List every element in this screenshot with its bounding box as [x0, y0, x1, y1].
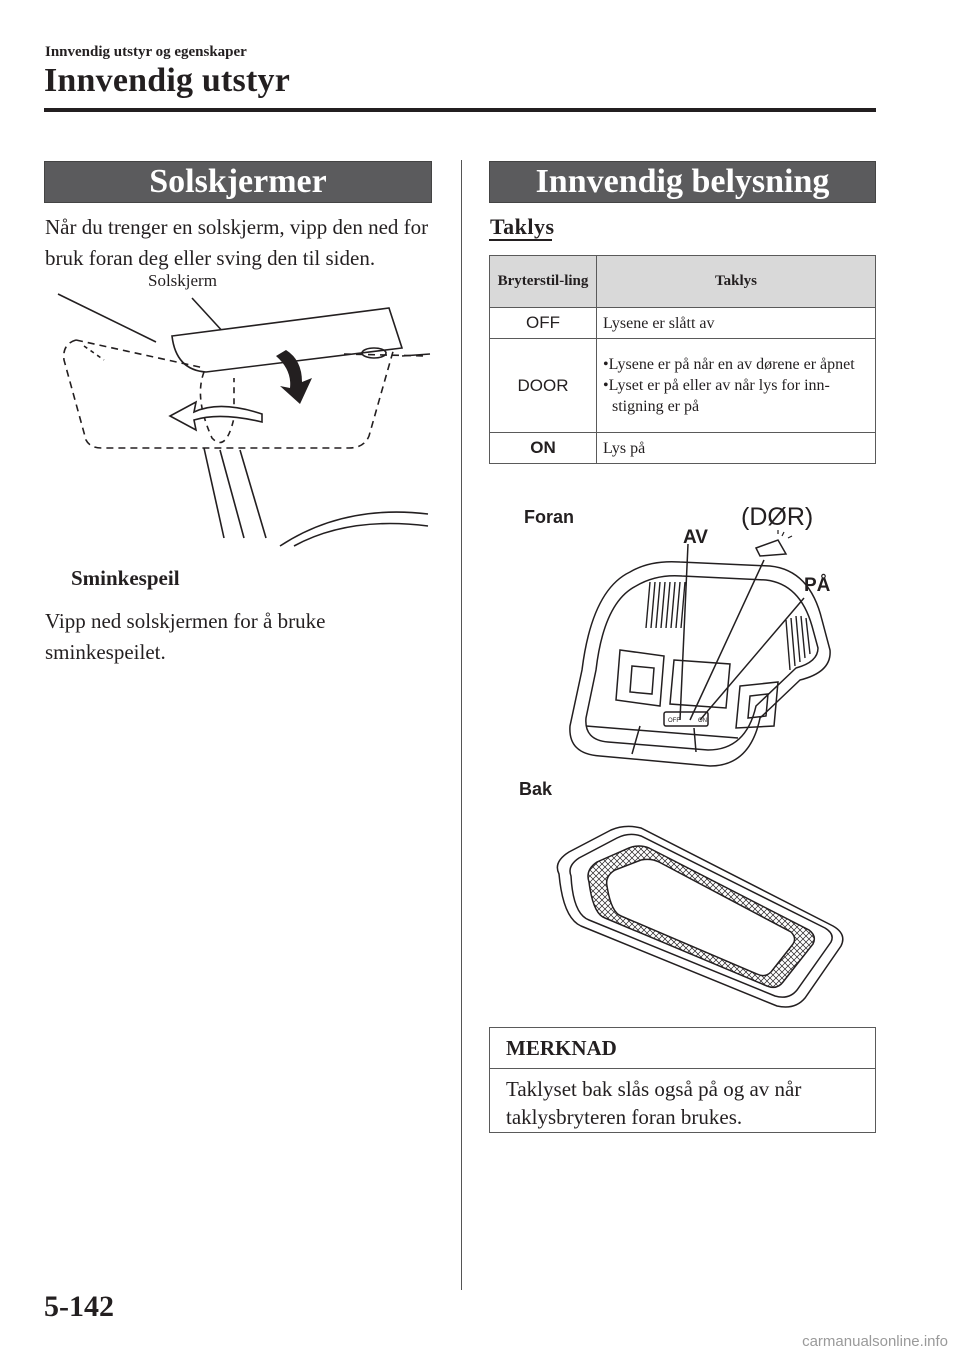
note-text: Taklyset bak slås også på og av når taklysbryteren foran brukes.	[506, 1077, 802, 1129]
table-row	[490, 433, 876, 464]
rear-overhead-light-illustration	[545, 822, 855, 1014]
sun-visor-figure-label: Solskjerm	[148, 271, 217, 290]
page-number: 5-142	[44, 1290, 114, 1323]
note-heading: MERKNAD	[490, 1028, 875, 1069]
door-light-icon	[756, 540, 786, 556]
figure-label-on: PÅ	[804, 575, 831, 596]
vanity-mirror-text: Vipp ned solskjermen for å bruke sminkespeilet.	[45, 609, 326, 664]
description-bullet: •Lyset er på eller av når lys for inn-stigning er på	[603, 377, 830, 415]
page-title: Innvendig utstyr	[44, 62, 290, 99]
sun-visor-illustration	[44, 288, 434, 548]
switch-position-on: ON	[490, 433, 597, 464]
front-overhead-light-illustration	[560, 530, 850, 780]
switch-position-door: DOOR	[490, 339, 597, 433]
table-row	[490, 339, 876, 433]
overhead-light-table	[489, 255, 876, 464]
table-row	[490, 308, 876, 339]
title-rule	[44, 108, 876, 112]
column-divider	[461, 160, 462, 1290]
overhead-light-subhead: Taklys	[490, 214, 555, 239]
figure-label-rear: Bak	[519, 779, 553, 799]
table-header-overhead-light: Taklys	[597, 256, 876, 308]
vanity-mirror-subhead: Sminkespeil	[71, 566, 180, 590]
section-banner-interior-lighting: Innvendig belysning	[489, 161, 876, 203]
table-header-row	[490, 256, 876, 308]
note-box	[489, 1027, 876, 1133]
svg-text:ON: ON	[698, 718, 707, 724]
switch-position-off: OFF	[490, 308, 597, 339]
section-banner-sun-visors: Solskjermer	[44, 161, 432, 203]
svg-text:OFF: OFF	[668, 718, 680, 724]
sun-visor-intro: Når du trenger en solskjerm, vipp den ned for bruk foran deg eller sving den til siden.	[45, 215, 429, 270]
figure-label-off: AV	[683, 527, 708, 548]
position-description: Lysene er slått av	[597, 308, 876, 339]
position-description: Lys på	[597, 433, 876, 464]
breadcrumb: Innvendig utstyr og egenskaper	[45, 44, 247, 60]
figure-label-door: (DØR)	[741, 503, 814, 531]
table-header-switch-position: Bryterstil-ling	[490, 256, 597, 308]
description-bullet: •Lysene er på når en av dørene er åpnet	[603, 356, 855, 373]
figure-label-front: Foran	[524, 507, 575, 527]
position-description	[597, 339, 876, 433]
subhead-underline	[489, 239, 552, 241]
watermark: carmanualsonline.info	[802, 1333, 948, 1350]
